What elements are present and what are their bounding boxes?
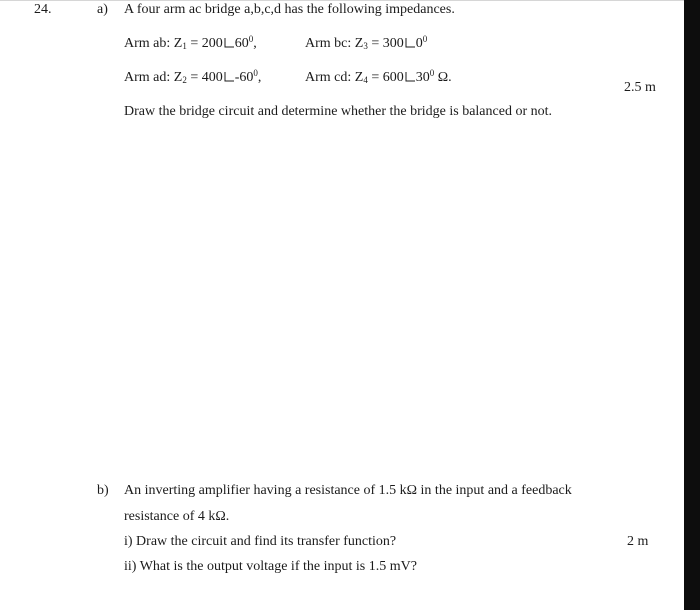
- suffix: Ω.: [434, 70, 452, 85]
- impedance-symbol: Z: [173, 70, 183, 85]
- arm-name: Arm ab:: [124, 36, 171, 51]
- degree-mark: 0: [422, 34, 428, 44]
- magnitude: 400: [201, 70, 223, 85]
- part-a-task: Draw the bridge circuit and determine whether the bridge is balanced or not.: [124, 104, 553, 119]
- impedance-symbol: Z: [354, 70, 364, 85]
- impedance-symbol: Z: [173, 36, 183, 51]
- impedance-subscript: 3: [363, 41, 368, 51]
- angle-value: 0: [415, 36, 423, 51]
- top-rule: [0, 0, 700, 1]
- right-frame-edge: [684, 0, 700, 610]
- angle-symbol-icon: [405, 38, 415, 48]
- arm-cd-impedance: Arm cd: $Z_4 = 600$ $30^0$ Ω.: [305, 68, 452, 85]
- degree-mark: 0: [429, 68, 435, 78]
- magnitude: 200: [201, 36, 223, 51]
- part-a-label: a): [97, 2, 108, 17]
- suffix: ,: [257, 70, 262, 85]
- part-b-label: b): [97, 483, 109, 498]
- part-b-line-2: resistance of 4 kΩ.: [124, 509, 230, 524]
- arm-name: Arm cd:: [305, 70, 352, 85]
- part-b-subquestion-ii: ii) What is the output voltage if the input is 1.5 mV?: [124, 559, 417, 574]
- magnitude: 300: [382, 36, 404, 51]
- angle-symbol-icon: [405, 72, 415, 82]
- magnitude: 600: [382, 70, 404, 85]
- degree-mark: 0: [253, 68, 258, 78]
- arm-name: Arm ad:: [124, 70, 171, 85]
- angle-value: 60: [234, 36, 249, 51]
- angle-value: 30: [415, 70, 430, 85]
- angle-symbol-icon: [224, 38, 234, 48]
- angle-symbol-icon: [224, 72, 234, 82]
- impedance-subscript: 4: [363, 75, 368, 85]
- impedance-subscript: 1: [182, 41, 187, 51]
- question-number: 24.: [34, 2, 52, 17]
- suffix: ,: [253, 36, 257, 51]
- part-a-intro: A four arm ac bridge a,b,c,d has the following impedances.: [124, 2, 455, 17]
- angle-value: -60: [234, 70, 254, 85]
- degree-mark: 0: [248, 34, 254, 44]
- part-a-marks: 2.5 m: [624, 80, 656, 95]
- impedance-symbol: Z: [354, 36, 364, 51]
- arm-bc-impedance: Arm bc: $Z_3 = 300$ $0^0$: [305, 34, 428, 51]
- impedance-subscript: 2: [182, 75, 187, 85]
- part-b-line-1: An inverting amplifier having a resistance of 1.5 kΩ in the input and a feedback: [124, 483, 572, 498]
- arm-name: Arm bc:: [305, 36, 352, 51]
- arm-ad-impedance: Arm ad: $Z_2 = 400$ $-60^0$,: [124, 68, 262, 85]
- arm-ab-impedance: Arm ab: $Z_1 = 200$ $60^0$,: [124, 34, 257, 51]
- part-b-subquestion-i: i) Draw the circuit and find its transfer function?: [124, 534, 397, 549]
- part-b-marks: 2 m: [627, 534, 649, 549]
